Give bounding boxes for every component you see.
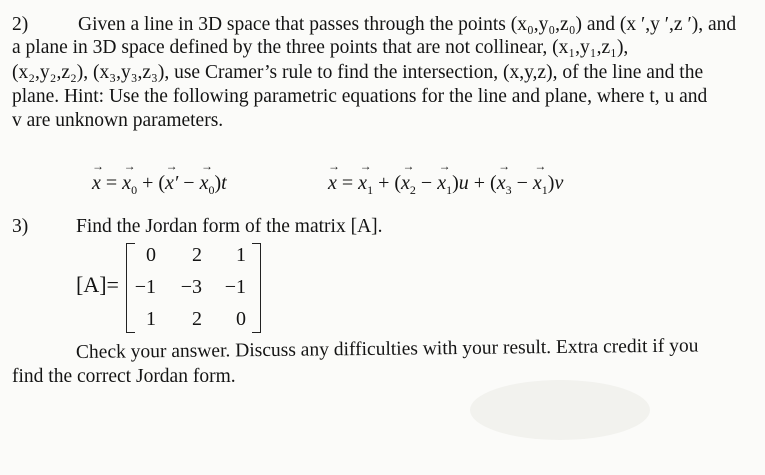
matrix-right-bracket <box>252 243 261 333</box>
matrix-cell: 2 <box>192 244 202 266</box>
vector-x0-repeat: → $x_0$ <box>200 172 215 198</box>
matrix-cell: 1 <box>146 308 156 330</box>
vector-x-plane: → x <box>328 172 337 195</box>
vector-x3: → $x_3$ <box>497 172 512 198</box>
vector-x1-b: → $x_1$ <box>437 172 452 198</box>
problem-2-line-1: Given a line in 3D space that passes through the points (x₀,y₀,z₀) and (x ′,y ′,z ′), and <box>78 14 737 35</box>
vector-x: → x <box>92 172 101 195</box>
scan-smudge <box>470 380 650 440</box>
vector-x1-c: → $x_1$ <box>533 172 548 198</box>
matrix-cell: 2 <box>192 308 202 330</box>
vector-x-prime: → x′ <box>165 172 178 195</box>
vector-x2: → $x_2$ <box>401 172 416 198</box>
param-u: u <box>458 172 469 194</box>
problem-2-line-5: v are unknown parameters. <box>12 110 224 131</box>
vector-x0: → $x_0$ <box>122 172 137 198</box>
vector-x1: → $x_1$ <box>358 172 373 198</box>
matrix-cell: −1 <box>224 276 246 298</box>
problem-3-prompt: Find the Jordan form of the matrix [A]. <box>76 216 383 237</box>
param-t: t <box>221 172 227 194</box>
line-parametric-equation: → x = → $x_0$ + (→ x′ − → $x_0)t$ <box>92 172 227 198</box>
matrix-cell: 0 <box>236 308 246 330</box>
param-v: v <box>554 172 564 194</box>
problem-2-line-2: a plane in 3D space defined by the three points that are not collinear, (x₁,y₁,z₁), <box>12 37 629 58</box>
matrix-cell: 0 <box>146 244 156 266</box>
problem-2-line-4: plane. Hint: Use the following parametric equations for the line and plane, where t, u and <box>12 86 708 107</box>
matrix-cell: 1 <box>236 244 246 266</box>
matrix-cell: −3 <box>180 276 202 298</box>
problem-2-number: 2) <box>12 14 29 35</box>
problem-3-closing-1: Check your answer. Discuss any difficulties with your result. Extra credit if you <box>75 335 699 363</box>
plane-parametric-equation: → x = → $x_1$ + (→ $x_2$ − → $x_1)u$ + (→ $x_3$ − → $x_1)v$ <box>328 172 563 198</box>
problem-3-closing-2: find the correct Jordan form. <box>12 366 236 387</box>
problem-2-line-3: (x₂,y₂,z₂), (x₃,y₃,z₃), use Cramer’s rule to find the intersection, (x,y,z), of the line and the <box>12 62 704 83</box>
problem-3-number: 3) <box>12 216 29 237</box>
matrix-cell: −1 <box>134 276 156 298</box>
matrix-label: [A]= <box>76 272 119 297</box>
